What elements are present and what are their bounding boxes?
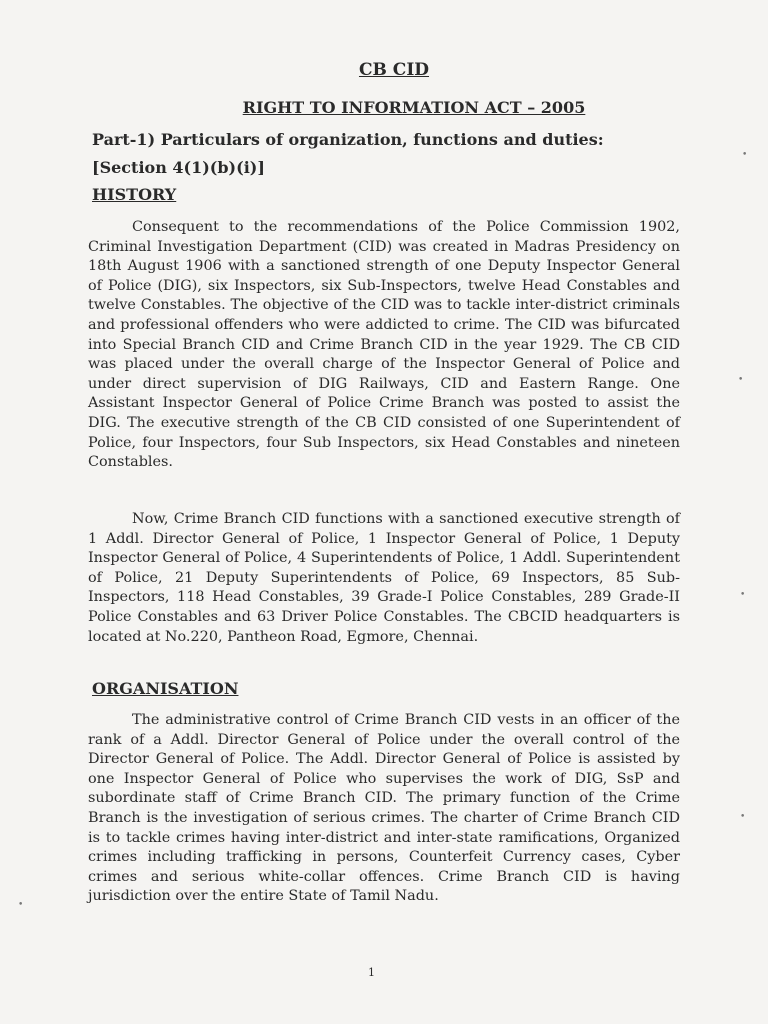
organisation-paragraph	[88, 711, 680, 907]
scan-speck: •	[18, 900, 24, 910]
scan-speck: •	[740, 812, 746, 822]
history-paragraph-1-text: Consequent to the recommendations of the Police Commission 1902, Criminal Investigation Department (CID) was created in Madras Presidency on 18th August 1906 with a sanctioned strength of one Deputy Inspector General of Police (DIG), six Inspectors, six Sub-Inspectors, twelve Head Constables and twelve Constables. The objective of the CID was to tackle inter-district criminals and professional offenders who were addicted to crime. The CID was bifurcated into Special Branch CID and Crime Branch CID in the year 1929. The CB CID was placed under the overall charge of the Inspector General of Police and under direct supervision of DIG Railways, CID and Eastern Range. One Assistant Inspector General of Police Crime Branch was posted to assist the DIG. The executive strength of the CB CID consisted of one Superintendent of Police, four Inspectors, four Sub Inspectors, six Head Constables and nineteen Constables.	[88, 219, 680, 471]
history-heading: HISTORY	[92, 185, 177, 204]
part-heading: Part-1) Particulars of organization, functions and duties:	[92, 130, 604, 149]
scan-speck: •	[742, 150, 748, 160]
history-paragraph-1	[88, 218, 680, 473]
document-title: CB CID	[358, 60, 430, 80]
organisation-paragraph-text: The administrative control of Crime Branch CID vests in an officer of the rank of a Addl. Director General of Police under the overall control of the Director General of Police. The Addl. Director General of Police is assisted by one Inspector General of Police who supervises the work of DIG, SsP and subordinate staff of Crime Branch CID. The primary function of the Crime Branch is the investigation of serious crimes. The charter of Crime Branch CID is to tackle crimes having inter-district and inter-state ramifications, Organized crimes including trafficking in persons, Counterfeit Currency cases, Cyber crimes and serious white-collar offences. Crime Branch CID is having jurisdiction over the entire State of Tamil Nadu.	[88, 712, 680, 905]
history-paragraph-2-text: Now, Crime Branch CID functions with a sanctioned executive strength of 1 Addl. Director General of Police, 1 Inspector General of Police, 1 Deputy Inspector General of Police, 4 Superintendents of Police, 1 Addl. Superintendent of Police, 21 Deputy Superintendents of Police, 69 Inspectors, 85 Sub-Inspectors, 118 Head Constables, 39 Grade-I Police Constables, 289 Grade-II Police Constables and 63 Driver Police Constables. The CBCID headquarters is located at No.220, Pantheon Road, Egmore, Chennai.	[88, 511, 680, 645]
page-number: 1	[368, 966, 375, 979]
document-subtitle: RIGHT TO INFORMATION ACT – 2005	[242, 98, 586, 117]
scan-speck: •	[740, 590, 746, 600]
scan-speck: •	[738, 375, 744, 385]
section-reference: [Section 4(1)(b)(i)]	[92, 158, 265, 177]
organisation-heading: ORGANISATION	[92, 679, 239, 698]
history-paragraph-2	[88, 510, 680, 647]
